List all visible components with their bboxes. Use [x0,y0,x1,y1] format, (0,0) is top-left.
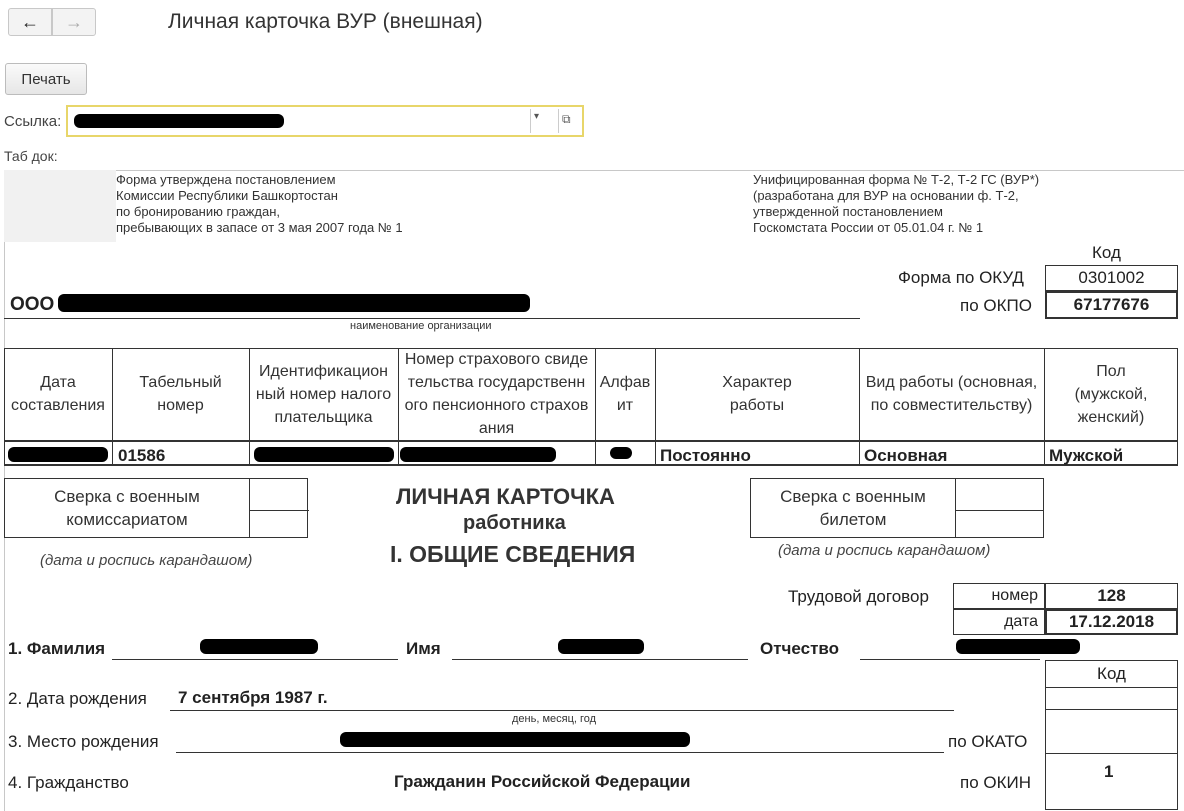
org-caption: наименование организации [350,320,492,332]
redacted-text [254,447,394,462]
okin-label: по ОКИН [960,773,1032,792]
tab-number-value: 01586 [118,446,166,465]
redacted-text [58,294,530,312]
logo-placeholder [4,170,116,242]
okin-value: 1 [1104,762,1114,781]
birthplace-label: 3. Место рождения [8,732,159,751]
check-ticket-label: Сверка с военным билетом [780,487,926,529]
redacted-text [200,639,318,654]
work-character-value: Постоянно [660,446,751,465]
header-alphabet: Алфавит [599,374,651,414]
underline [112,659,398,660]
okpo-label: по ОКПО [960,296,1032,315]
citizenship-value: Гражданин Российской Федерации [394,772,691,791]
contract-date-value: 17.12.2018 [1045,609,1178,635]
contract-date-label: дата [953,609,1045,635]
contract-number-label: номер [953,583,1045,609]
back-button[interactable] [8,8,52,36]
header-snils: Номер страхового свидетельства государственного пенсионного страхования [404,351,589,437]
birthdate-caption: день, месяц, год [512,713,597,725]
underline [170,710,954,711]
print-button[interactable]: Печать [5,63,87,95]
card-title: ЛИЧНАЯ КАРТОЧКА [396,484,615,509]
forward-button[interactable] [52,8,96,36]
birthdate-label: 2. Дата рождения [8,689,147,708]
header-gender: Пол (мужской, женский) [1074,362,1148,426]
tab-label: Таб док: [4,148,58,164]
patronymic-label: Отчество [760,639,840,658]
redacted-text [74,114,284,128]
divider [530,109,531,133]
check-military-label: Сверка с военным комиссариатом [54,487,200,529]
surname-label: 1. Фамилия [8,639,106,658]
code-header-2: Код [1045,660,1178,688]
dropdown-icon[interactable]: ▾ [534,111,540,122]
arrow-right-icon: → [65,11,83,32]
header-work-type: Вид работы (основная, по совместительству) [865,374,1038,414]
approval-right: Унифицированная форма № Т-2, Т-2 ГС (ВУР*) (разработана для ВУР на основании ф. Т-2, утвержденной постановлением Госкомстата России от 05.01.04 г. № 1 [753,172,1040,235]
name-label: Имя [406,639,441,658]
check-military-box [4,478,308,538]
header-inn: Идентификационный номер налогоплательщика [255,362,392,426]
org-prefix: ООО [10,294,55,315]
card-subtitle: работника [463,512,566,534]
code-cell [1045,688,1178,710]
underline [4,318,860,319]
header-tab-number: Табельный номер [139,374,222,414]
redacted-text [558,639,644,654]
approval-left: Форма утверждена постановлением Комиссии Республики Башкортостан по бронированию граждан, пребывающих в запасе от 3 мая 2007 года № 1 [116,172,403,235]
redacted-text [956,639,1080,654]
info-table [4,348,1178,468]
section-title: I. ОБЩИЕ СВЕДЕНИЯ [390,541,636,567]
redacted-text [610,447,632,459]
birthdate-value: 7 сентября 1987 г. [178,688,328,707]
header-date: Дата составления [11,374,105,414]
contract-number-value: 128 [1045,583,1178,609]
okud-label: Форма по ОКУД [898,268,1024,287]
okpo-value: 67177676 [1045,291,1178,319]
redacted-text [400,447,556,462]
okud-value: 0301002 [1045,265,1178,291]
open-icon[interactable]: ⧉ [562,112,571,126]
code-header: Код [1092,243,1121,262]
redacted-text [340,732,690,747]
underline [176,752,944,753]
header-work-character: Характер работы [722,374,792,414]
code-cell [1045,754,1178,810]
redacted-text [8,447,108,462]
pencil-note-right: (дата и роспись карандашом) [778,542,991,559]
underline [860,659,1040,660]
work-type-value: Основная [864,446,948,465]
link-label: Ссылка: [4,113,62,130]
code-cell [1045,710,1178,754]
link-input[interactable] [66,105,584,137]
citizenship-label: 4. Гражданство [8,773,129,792]
underline [452,659,748,660]
arrow-left-icon: ← [21,11,39,32]
check-ticket-box [750,478,1044,538]
okato-label: по ОКАТО [948,732,1028,751]
window-title: Личная карточка ВУР (внешная) [168,10,483,33]
gender-value: Мужской [1049,446,1124,465]
divider [558,109,559,133]
contract-label: Трудовой договор [788,587,929,606]
pencil-note-left: (дата и роспись карандашом) [40,552,253,569]
